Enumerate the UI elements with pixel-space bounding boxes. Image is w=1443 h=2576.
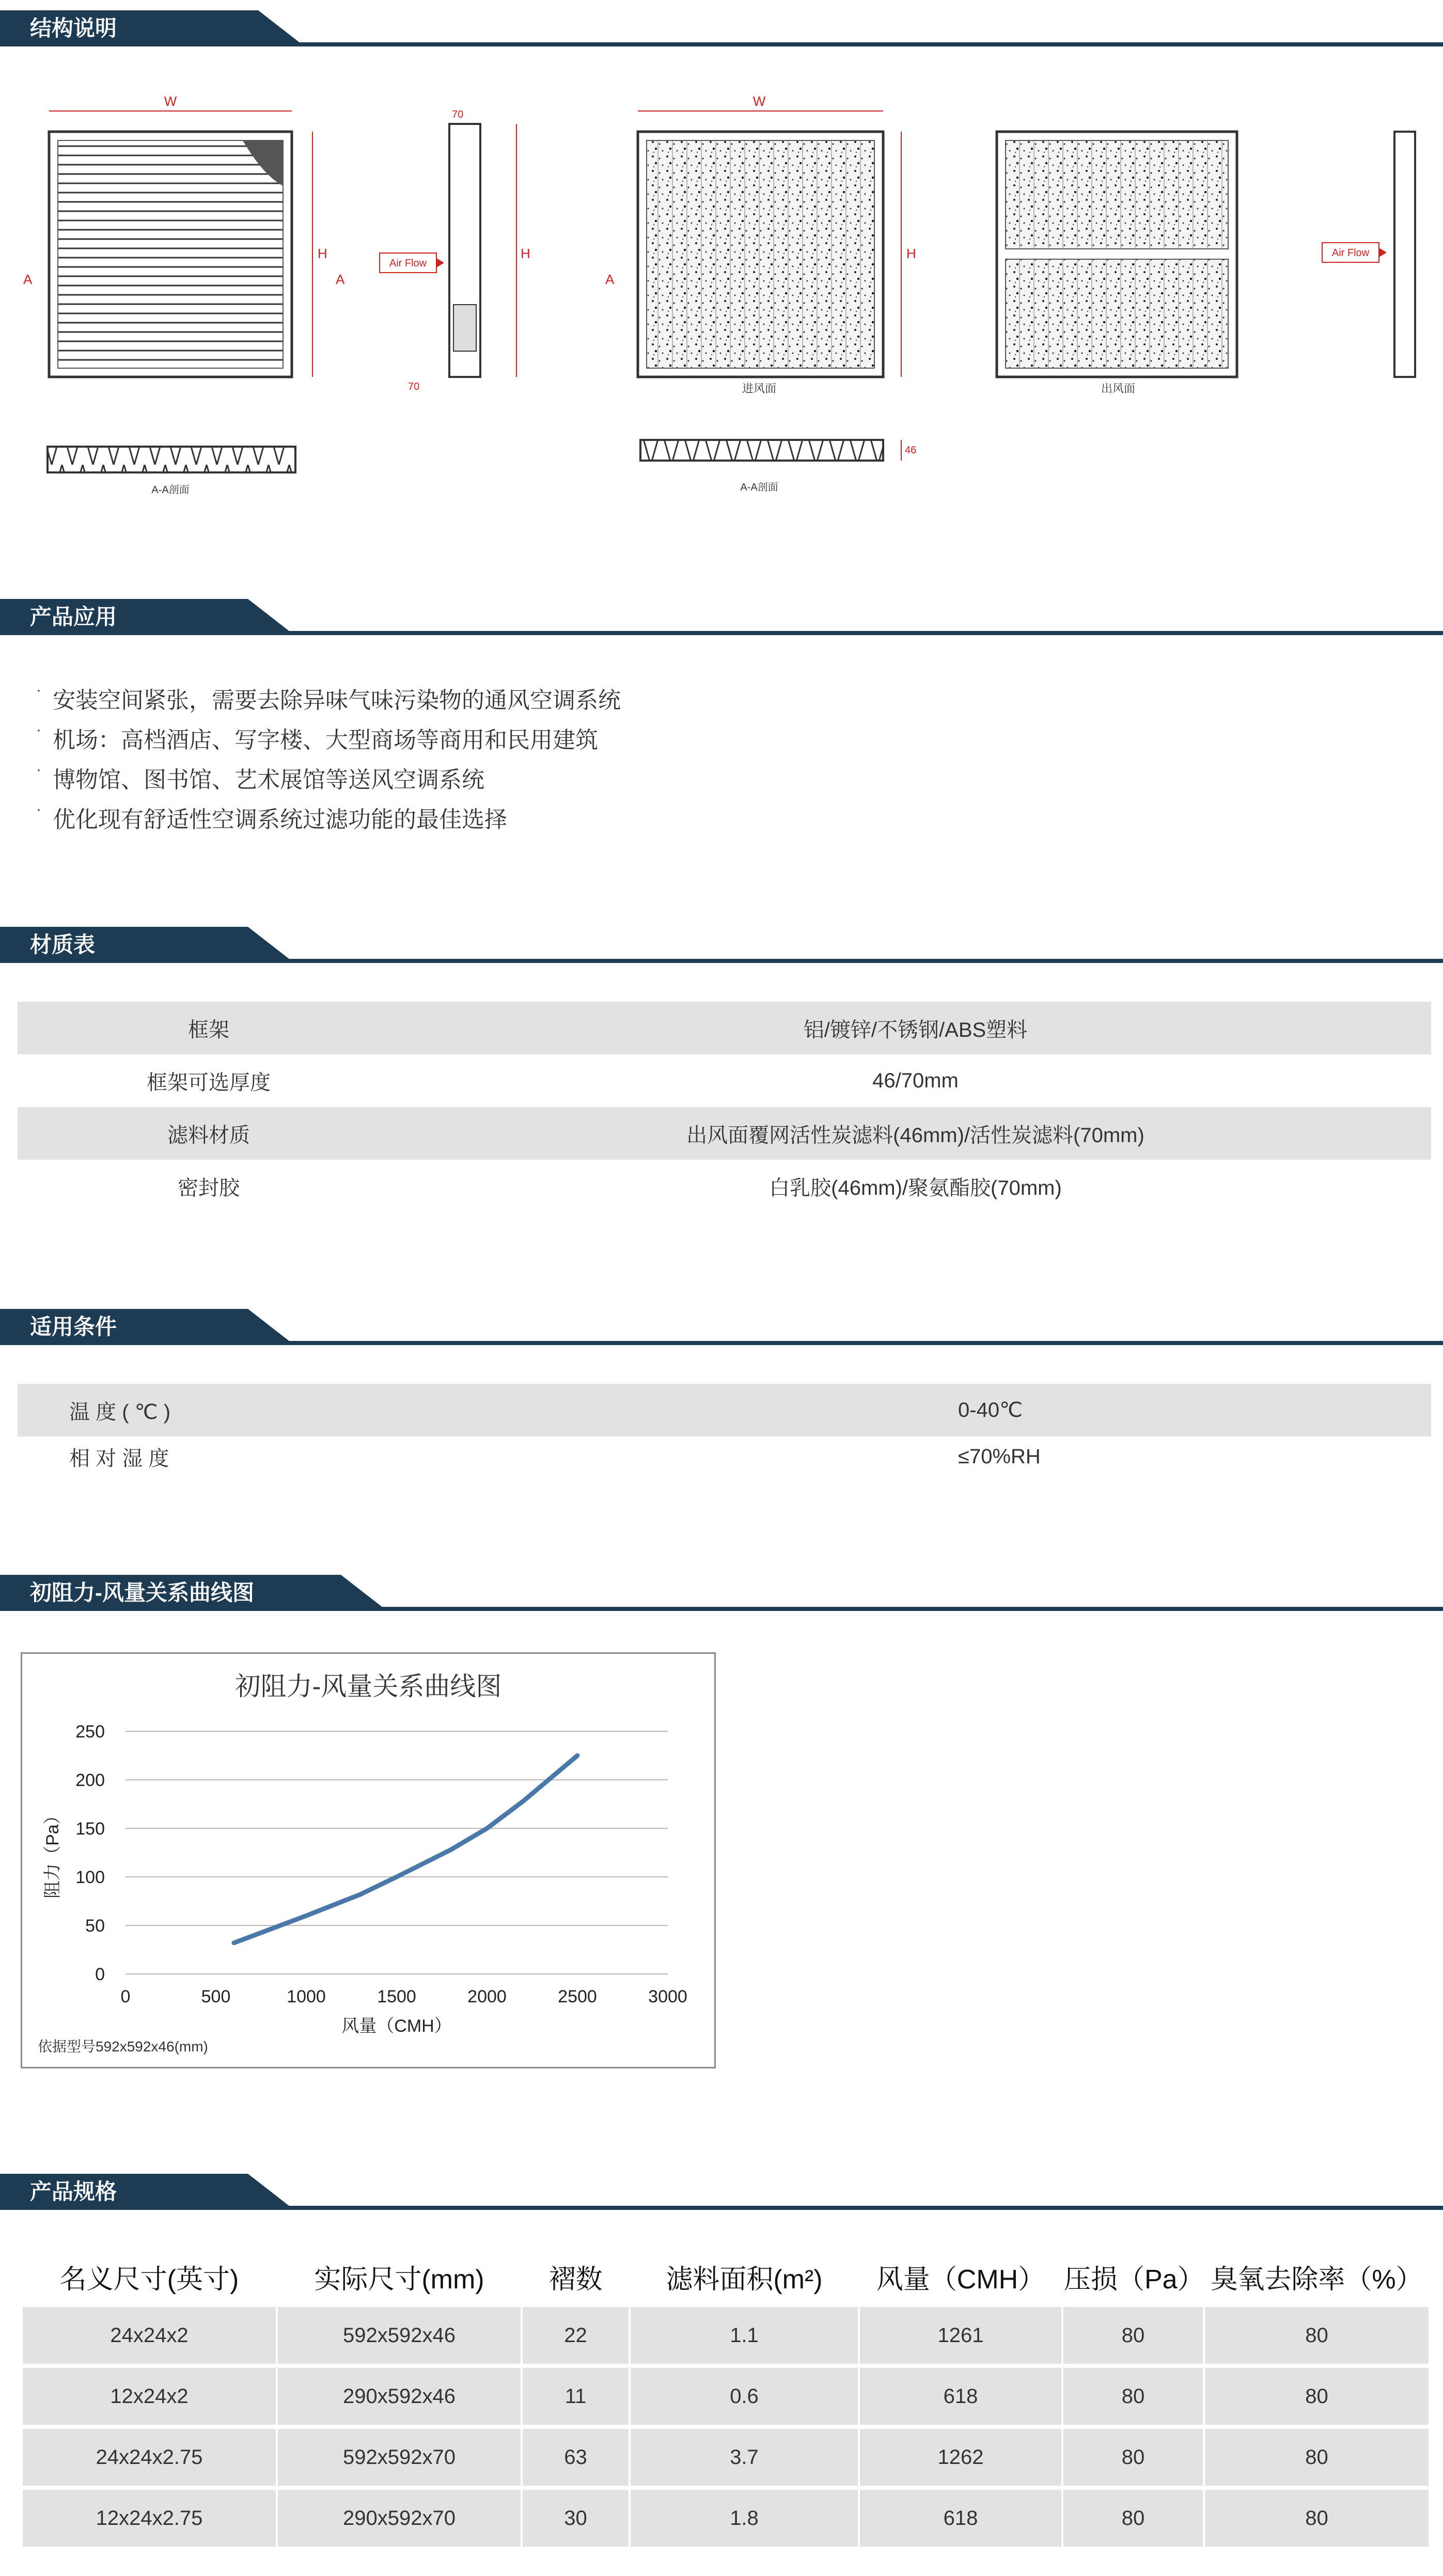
table-row: 温 度 ( ℃ ) 0-40℃ <box>18 1384 1431 1436</box>
series-line <box>234 1756 577 1943</box>
side-view-46 <box>1322 132 1415 377</box>
section-aa-label-2: A-A剖面 <box>740 482 778 493</box>
dim-h-side: H <box>521 246 530 261</box>
col-header: 压损（Pa） <box>1064 2264 1204 2295</box>
dim-w-inlet: W <box>752 93 766 109</box>
col-header: 滤料面积(m²) <box>666 2264 823 2295</box>
x-axis-label: 风量（CMH） <box>341 2016 452 2036</box>
table-row: 12x24x2 290x592x46 11 0.6 618 80 80 <box>23 2368 1429 2425</box>
section-header-specs <box>0 2174 1443 2210</box>
section-header-structure <box>0 10 1443 46</box>
section-title: 产品规格 <box>0 2174 248 2210</box>
section-title: 适用条件 <box>0 1309 248 1345</box>
section-mark-a-inlet: A <box>605 272 615 287</box>
x-tick-label: 1500 <box>377 1987 416 2006</box>
dim-46: 46 <box>905 445 917 456</box>
table-row: 12x24x2.75 290x592x70 30 1.8 618 80 80 <box>23 2490 1429 2547</box>
airflow-arrow-1: Air Flow <box>389 258 427 269</box>
col-header: 风量（CMH） <box>876 2264 1045 2295</box>
materials-table <box>18 1002 1431 1212</box>
chart-title: 初阻力-风量关系曲线图 <box>234 1672 502 1701</box>
table-row: 密封胶 白乳胶(46mm)/聚氨酯胶(70mm) <box>178 1176 1062 1199</box>
col-header: 名义尺寸(英寸) <box>59 2264 239 2295</box>
structure-drawings <box>0 67 1443 532</box>
x-tick-label: 2000 <box>467 1987 507 2006</box>
resistance-chart <box>21 1652 716 2068</box>
chart-note: 依据型号592x592x46(mm) <box>38 2038 208 2055</box>
section-header-application <box>0 599 1443 635</box>
x-tick-label: 3000 <box>648 1987 687 2006</box>
section-title: 材质表 <box>0 927 248 963</box>
y-tick-label: 0 <box>95 1965 105 1984</box>
y-axis-label: 阻力（Pa） <box>43 1807 62 1899</box>
side-view-70 <box>380 109 530 392</box>
table-row: 滤料材质 出风面覆网活性炭滤料(46mm)/活性炭滤料(70mm) <box>18 1107 1431 1160</box>
inlet-face-label: 进风面 <box>742 382 777 395</box>
y-tick-label: 50 <box>85 1916 105 1936</box>
section-aa-large <box>640 440 916 493</box>
inlet-face-view <box>605 93 916 395</box>
section-title: 初阻力-风量关系曲线图 <box>0 1575 341 1611</box>
section-mark-a-left: A <box>23 272 33 287</box>
y-tick-label: 250 <box>75 1722 105 1742</box>
application-item: · 优化现有舒适性空调系统过滤功能的最佳选择 <box>36 801 507 832</box>
dim-h-label: H <box>318 246 327 261</box>
col-header: 实际尺寸(mm) <box>314 2264 484 2295</box>
application-item: · 博物馆、图书馆、艺术展馆等送风空调系统 <box>36 761 484 793</box>
dim-w-label: W <box>164 93 177 109</box>
section-mark-a-right: A <box>336 272 345 287</box>
outlet-face-label: 出风面 <box>1101 382 1136 395</box>
application-item: · 机场：高档酒店、写字楼、大型商场等商用和民用建筑 <box>36 721 598 753</box>
application-item: · 安装空间紧张，需要去除异味气味污染物的通风空调系统 <box>36 682 621 713</box>
table-row: 相 对 湿 度 ≤70%RH <box>69 1445 1041 1470</box>
table-row: 24x24x2 592x592x46 22 1.1 1261 80 80 <box>23 2307 1429 2364</box>
x-tick-label: 0 <box>120 1987 131 2006</box>
col-header: 臭氧去除率（%） <box>1211 2264 1423 2295</box>
section-title: 结构说明 <box>0 10 258 46</box>
table-row: 框架 铝/镀锌/不锈钢/ABS塑料 <box>18 1002 1431 1054</box>
dim-70-bottom: 70 <box>408 381 420 392</box>
y-tick-label: 150 <box>75 1819 105 1839</box>
dim-h-inlet: H <box>906 246 916 261</box>
col-header: 褶数 <box>548 2264 603 2295</box>
section-header-conditions <box>0 1309 1443 1345</box>
specs-table <box>21 2246 1431 2551</box>
section-header-materials <box>0 927 1443 963</box>
y-tick-label: 200 <box>75 1771 105 1790</box>
y-tick-label: 100 <box>75 1868 105 1887</box>
table-header-row <box>23 2250 1429 2303</box>
table-row: 框架可选厚度 46/70mm <box>147 1069 959 1094</box>
conditions-table <box>18 1384 1431 1477</box>
x-tick-label: 1000 <box>287 1987 326 2006</box>
x-tick-label: 500 <box>201 1987 231 2006</box>
section-aa-label-1: A-A剖面 <box>151 484 190 496</box>
table-row: 24x24x2.75 592x592x70 63 3.7 1262 80 80 <box>23 2429 1429 2486</box>
chart-svg <box>22 1654 714 2067</box>
outlet-face-view <box>997 132 1237 395</box>
dim-70-top: 70 <box>452 109 464 120</box>
airflow-arrow-2: Air Flow <box>1331 247 1370 259</box>
section-header-curve <box>0 1575 1443 1611</box>
section-aa-small <box>48 447 295 496</box>
front-view-pleated <box>23 93 345 377</box>
section-title: 产品应用 <box>0 599 248 635</box>
x-tick-label: 2500 <box>558 1987 597 2006</box>
